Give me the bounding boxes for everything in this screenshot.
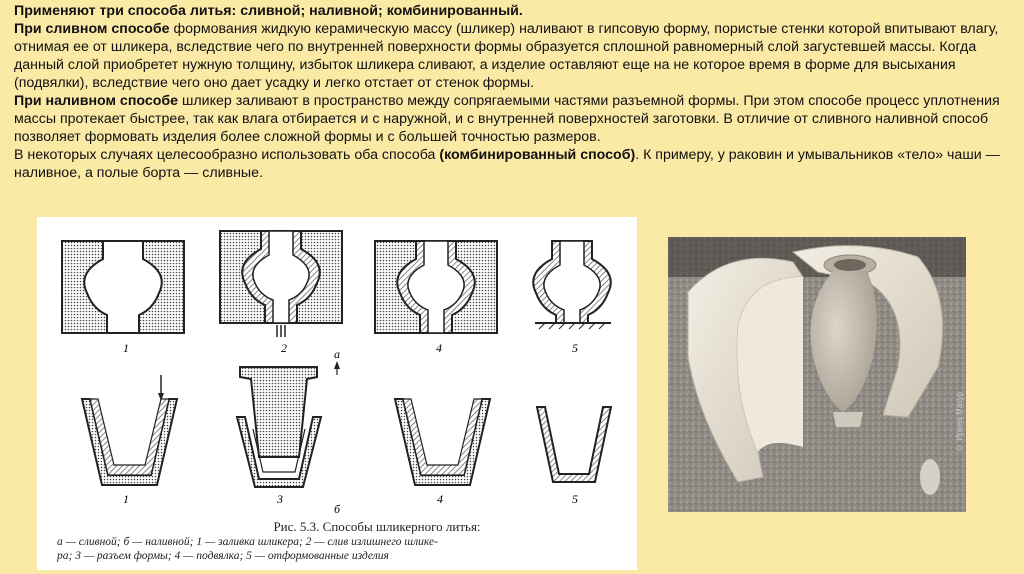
pour-method-text: шликер заливают в пространство между сопрягаемыми частями разъемной формы. При этом способе процесс уплотнения массы протекает быстрее, так как влага отбирается и с наружной, и с внутренней поверхностей заготовки. В отличие от сливного наливной способ позволяет формовать изделия более сложной формы и с большей точностью размеров.: [14, 93, 1000, 145]
paragraph-combined-method: [14, 146, 1014, 182]
label-a1: 1: [123, 341, 129, 355]
combined-method-bold: (комбинированный способ): [439, 147, 636, 163]
mold-a2: [220, 231, 342, 337]
mold-a1: [62, 241, 184, 333]
label-a5: 5: [572, 341, 578, 355]
intro-bold: Применяют три способа литья: сливной; наливной; комбинированный.: [14, 3, 523, 19]
photo-watermark: © Ирина Мазур: [955, 392, 964, 453]
plaster-mold-photo: [668, 237, 966, 512]
drain-method-text: формования жидкую керамическую массу (шликер) наливают в гипсовую форму, пористые стенки которой впитывают влагу, отнимая ее от шликера, вследствие чего по внутренней поверхности формы образуется сплошной равномерный слой загустевшей массы. Когда данный слой приобретет нужную толщину, избыток шликера сливают, а изделие оставляют еще на не которое время в форме для высыхания (подвялки), вследствие чего оно дает усадку и легко отстает от стенок формы.: [14, 21, 999, 91]
paragraph-drain-method: [14, 20, 1014, 92]
caption-title: Рис. 5.3. Способы шликерного литья:: [273, 519, 481, 534]
label-b1: 1: [123, 492, 129, 506]
mold-b4: [395, 399, 490, 485]
figure-caption: [37, 519, 637, 563]
mold-a4: [375, 241, 497, 333]
label-b4: 4: [437, 492, 443, 506]
intro-line: [14, 2, 1014, 20]
label-a4: 4: [436, 341, 442, 355]
label-a2: 2: [281, 341, 287, 355]
main-text: [14, 2, 1014, 182]
casting-diagram: [37, 217, 637, 570]
mold-b1: [82, 375, 177, 485]
slip-casting-figure: [37, 217, 637, 570]
caption-line-2: ра; 3 — разъем формы; 4 — подвялка; 5 — отформованные изделия: [57, 550, 389, 562]
label-group-b: б: [334, 502, 341, 516]
label-b5: 5: [572, 492, 578, 506]
combined-method-text: . К примеру, у раковин и умывальников «тело» чаши — наливное, а полые борта — сливные.: [14, 147, 1000, 181]
pour-method-heading: При наливном способе: [14, 93, 179, 109]
drain-method-heading: При сливном способе: [14, 21, 170, 37]
product-a5: [533, 241, 611, 329]
product-b5: [537, 407, 611, 482]
paragraph-pour-method: [14, 92, 1014, 146]
caption-line-1: а — сливной; б — наливной; 1 — заливка шликера; 2 — слив излишнего шлике-: [57, 536, 438, 548]
mold-b3: [237, 361, 340, 487]
combined-method-start: В некоторых случаях целесообразно использовать оба способа: [14, 147, 440, 163]
label-group-a: а: [334, 347, 340, 361]
photo-illustration: [668, 237, 966, 512]
label-b3: 3: [277, 492, 283, 506]
